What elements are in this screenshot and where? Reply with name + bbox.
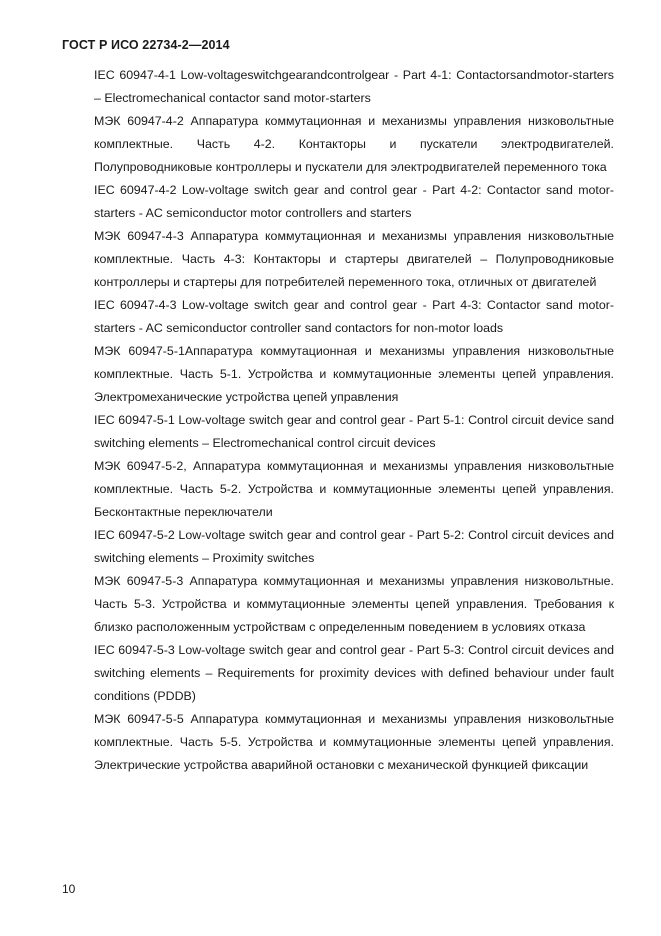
standard-entry: IEC 60947-4-2 Low-voltage switch gear and control gear - Part 4-2: Contactor sand motor-starters - AC semiconductor motor controllers and starters <box>94 183 614 220</box>
standard-entry: МЭК 60947-4-2 Аппаратура коммутационная и механизмы управления низковольтные комплектные. Часть 4-2. Контакторы и пускатели электродвигателей. Полупроводниковые контроллеры и пускатели для электродвигателей переменного тока <box>94 114 614 174</box>
standard-entry: МЭК 60947-4-3 Аппаратура коммутационная и механизмы управления низковольтные комплектные. Часть 4-3: Контакторы и стартеры двигателей – Полупроводниковые контроллеры и стартеры для потребителей переменного тока, отличных от двигателей <box>94 229 614 289</box>
standard-entry: МЭК 60947-5-3 Аппаратура коммутационная и механизмы управления низковольтные. Часть 5-3. Устройства и коммутационные элементы цепей управления. Требования к близко расположенным устройствам с определенным поведением в условиях отказа <box>94 574 614 634</box>
standard-entry: IEC 60947-4-1 Low-voltageswitchgearandcontrolgear - Part 4-1: Contactorsandmotor-starters – Electromechanical contactor sand motor-starters <box>94 68 614 105</box>
standard-entry: IEC 60947-4-3 Low-voltage switch gear and control gear - Part 4-3: Contactor sand motor-starters - AC semiconductor controller sand contactors for non-motor loads <box>94 298 614 335</box>
page-number: 10 <box>62 882 76 896</box>
standard-entry: IEC 60947-5-2 Low-voltage switch gear and control gear - Part 5-2: Control circuit devices and switching elements – Proximity switches <box>94 528 614 565</box>
standard-entry: IEC 60947-5-1 Low-voltage switch gear and control gear - Part 5-1: Control circuit device sand switching elements – Electromechanical control circuit devices <box>94 413 614 450</box>
standard-entry: МЭК 60947-5-5 Аппаратура коммутационная и механизмы управления низковольтные комплектные. Часть 5-5. Устройства и коммутационные элементы цепей управления. Электрические устройства аварийной остановки с механической функцией фиксации <box>94 712 614 772</box>
document-header: ГОСТ Р ИСО 22734-2—2014 <box>62 38 230 52</box>
standard-entry: МЭК 60947-5-2, Аппаратура коммутационная и механизмы управления низковольтные комплектные. Часть 5-2. Устройства и коммутационные элементы цепей управления. Бесконтактные переключатели <box>94 459 614 519</box>
standard-entry: МЭК 60947-5-1Аппаратура коммутационная и механизмы управления низковольтные комплектные. Часть 5-1. Устройства и коммутационные элементы цепей управления. Электромеханические устройства цепей управления <box>94 344 614 404</box>
standard-entry: IEC 60947-5-3 Low-voltage switch gear and control gear - Part 5-3: Control circuit devices and switching elements – Requirements for proximity devices with defined behaviour under fault conditions (PDDB) <box>94 643 614 703</box>
standards-list <box>94 64 614 777</box>
